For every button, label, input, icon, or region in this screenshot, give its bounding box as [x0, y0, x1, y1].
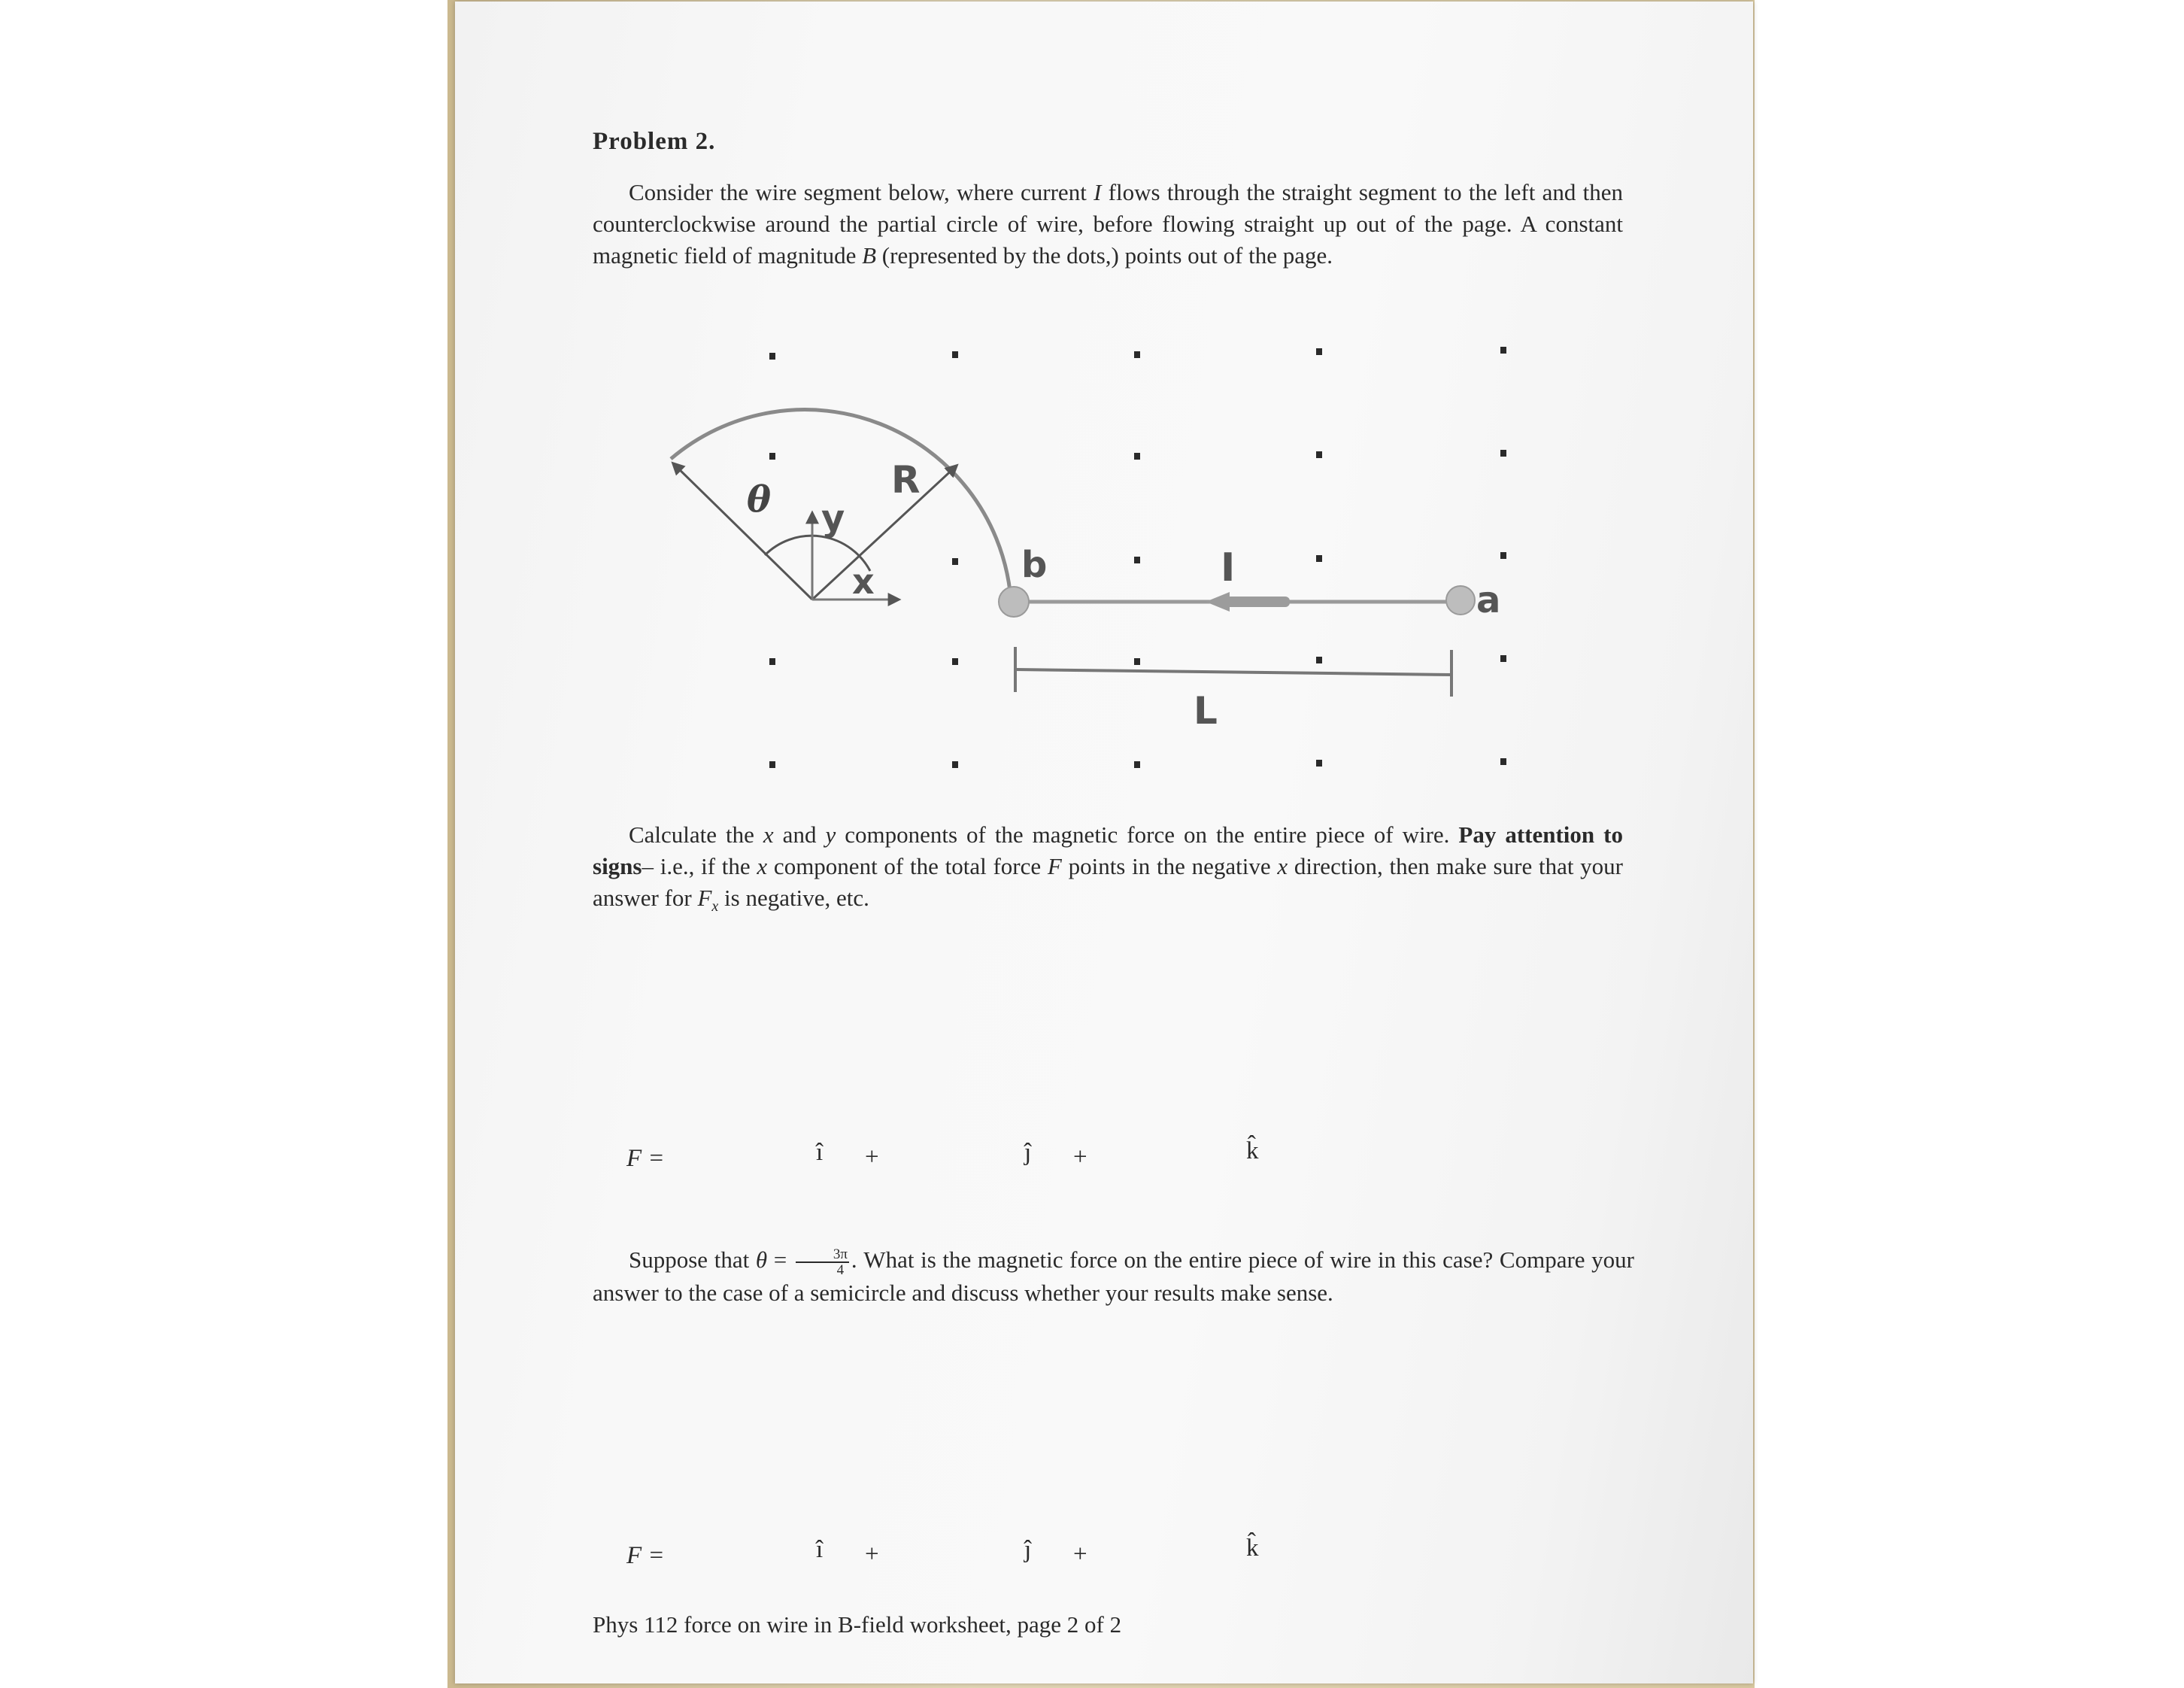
- label-y: y: [821, 497, 845, 539]
- question-2: Suppose that θ = $\frac{3\pi}{4}$ . What is the magnetic force on the entire piece of wire in this case? Compare your answer to the case of a semicircle and discuss whether your results make sense.: [593, 1246, 1635, 1306]
- label-I: I: [1221, 545, 1236, 590]
- force-lhs: F =: [626, 1145, 665, 1172]
- i-hat: î: [816, 1139, 824, 1166]
- plus-sign: +: [1073, 1541, 1087, 1568]
- field-dot: [1134, 658, 1140, 665]
- field-dot: [1134, 351, 1140, 358]
- label-a: a: [1476, 579, 1501, 621]
- j-hat: ĵ: [1024, 1139, 1032, 1166]
- point-b: [999, 587, 1029, 617]
- k-hat: k̂: [1246, 1535, 1259, 1562]
- field-dot: [769, 658, 775, 665]
- field-dot: [1500, 758, 1506, 765]
- field-dot: [1500, 552, 1506, 559]
- current-arrow: [1206, 592, 1290, 612]
- field-dot: [1316, 555, 1322, 562]
- label-x: x: [852, 561, 875, 602]
- field-dot: [1134, 557, 1140, 563]
- field-dot: [1500, 655, 1506, 662]
- field-dot: [1134, 453, 1140, 460]
- field-dot: [1500, 347, 1506, 354]
- k-hat: k̂: [1246, 1137, 1259, 1164]
- label-theta: θ: [747, 478, 772, 521]
- field-dot: [769, 353, 775, 360]
- plus-sign: +: [1073, 1143, 1087, 1170]
- field-dot: [952, 351, 958, 358]
- field-dot: [1316, 451, 1322, 458]
- field-dot: [1316, 657, 1322, 663]
- field-dot: [1316, 348, 1322, 355]
- emphasis-signs: Pay attention to signs: [593, 821, 1623, 879]
- field-dot: [1316, 760, 1322, 767]
- field-dot: [1134, 761, 1140, 768]
- label-R: R: [891, 458, 921, 502]
- point-a: [1446, 586, 1475, 615]
- plus-sign: +: [865, 1143, 879, 1170]
- label-L: L: [1194, 689, 1218, 733]
- label-b: b: [1021, 544, 1048, 586]
- fraction: $\frac{3\pi}{4}$: [796, 1247, 849, 1277]
- question-1: Calculate the x and y components of the magnetic force on the entire piece of wire. Pay attention to signs– i.e., if the x component of the total force F points in the negative x direction, then make sure that your answer for $F_x$ is negative, etc.: [593, 821, 1624, 915]
- radius-arrow-left: [673, 463, 812, 600]
- field-symbol: B: [862, 242, 877, 269]
- worksheet-page: [455, 2, 1753, 1683]
- field-dot: [952, 761, 958, 768]
- j-hat: ĵ: [1024, 1536, 1032, 1563]
- field-dots: [769, 347, 1506, 768]
- force-lhs: F =: [626, 1542, 665, 1569]
- field-dot: [1500, 450, 1506, 457]
- field-dot: [952, 658, 958, 665]
- field-dot: [769, 761, 775, 768]
- problem-heading: Problem 2.: [593, 128, 716, 155]
- plus-sign: +: [865, 1541, 879, 1568]
- length-bracket: [1015, 647, 1451, 697]
- field-dot: [769, 453, 775, 460]
- field-dot: [952, 558, 958, 565]
- i-hat: î: [816, 1536, 824, 1563]
- intro-paragraph: Consider the wire segment below, where current I flows through the straight segment to the left and then counterclockwise around the partial circle of wire, before flowing straight up out of the page. A constant magnetic field of magnitude B (represented by the dots,) points out of the page.: [593, 179, 1623, 269]
- wire-diagram: [455, 2, 1753, 814]
- page-footer: Phys 112 force on wire in B-field worksheet, page 2 of 2: [593, 1611, 1122, 1638]
- current-symbol: I: [1094, 179, 1102, 205]
